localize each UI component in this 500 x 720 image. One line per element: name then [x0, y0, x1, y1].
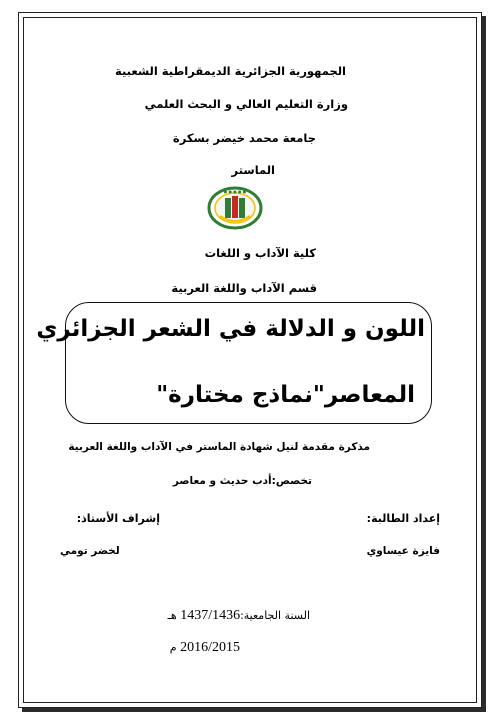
- prepared-by-label: إعداد الطالبة:: [366, 512, 440, 525]
- university-line: جامعة محمد خيضر بسكرة: [172, 131, 316, 145]
- academic-year-gregorian: [150, 640, 240, 656]
- academic-year-greg-value: 2016/2015: [180, 640, 240, 655]
- supervisor-label: إشراف الأستاذ:: [76, 512, 160, 525]
- republic-line: الجمهورية الجزائرية الديمقراطية الشعبية: [114, 64, 346, 78]
- specialty-line: تخصص:أدب حديث و معاصر: [172, 475, 312, 487]
- department-line: قسم الآداب واللغة العربية: [171, 281, 317, 295]
- ministry-line: وزارة التعليم العالي و البحث العلمي: [144, 97, 348, 111]
- university-logo-icon: [206, 186, 264, 230]
- memo-description: مذكرة مقدمة لنيل شهادة الماستر في الآداب واللغة العربية: [68, 441, 370, 453]
- faculty-line: كلية الآداب و اللغات: [204, 246, 316, 260]
- thesis-title-line1: اللون و الدلالة في الشعر الجزائري: [36, 316, 425, 342]
- academic-year-hijri-value: 1437/1436: [180, 608, 241, 623]
- thesis-title-line2: المعاصر"نماذج مختارة": [156, 382, 415, 408]
- student-name: فايزة عيساوي: [366, 545, 440, 557]
- academic-year-label: السنة الجامعية:: [240, 609, 310, 622]
- academic-year-hijri: [150, 608, 310, 624]
- hijri-suffix: هـ: [167, 609, 177, 622]
- supervisor-name: لخضر تومي: [60, 545, 120, 557]
- svg-text:● ● ● ● ●: ● ● ● ● ●: [223, 189, 247, 194]
- greg-suffix: م: [169, 641, 177, 654]
- level-line: الماستر: [231, 163, 275, 177]
